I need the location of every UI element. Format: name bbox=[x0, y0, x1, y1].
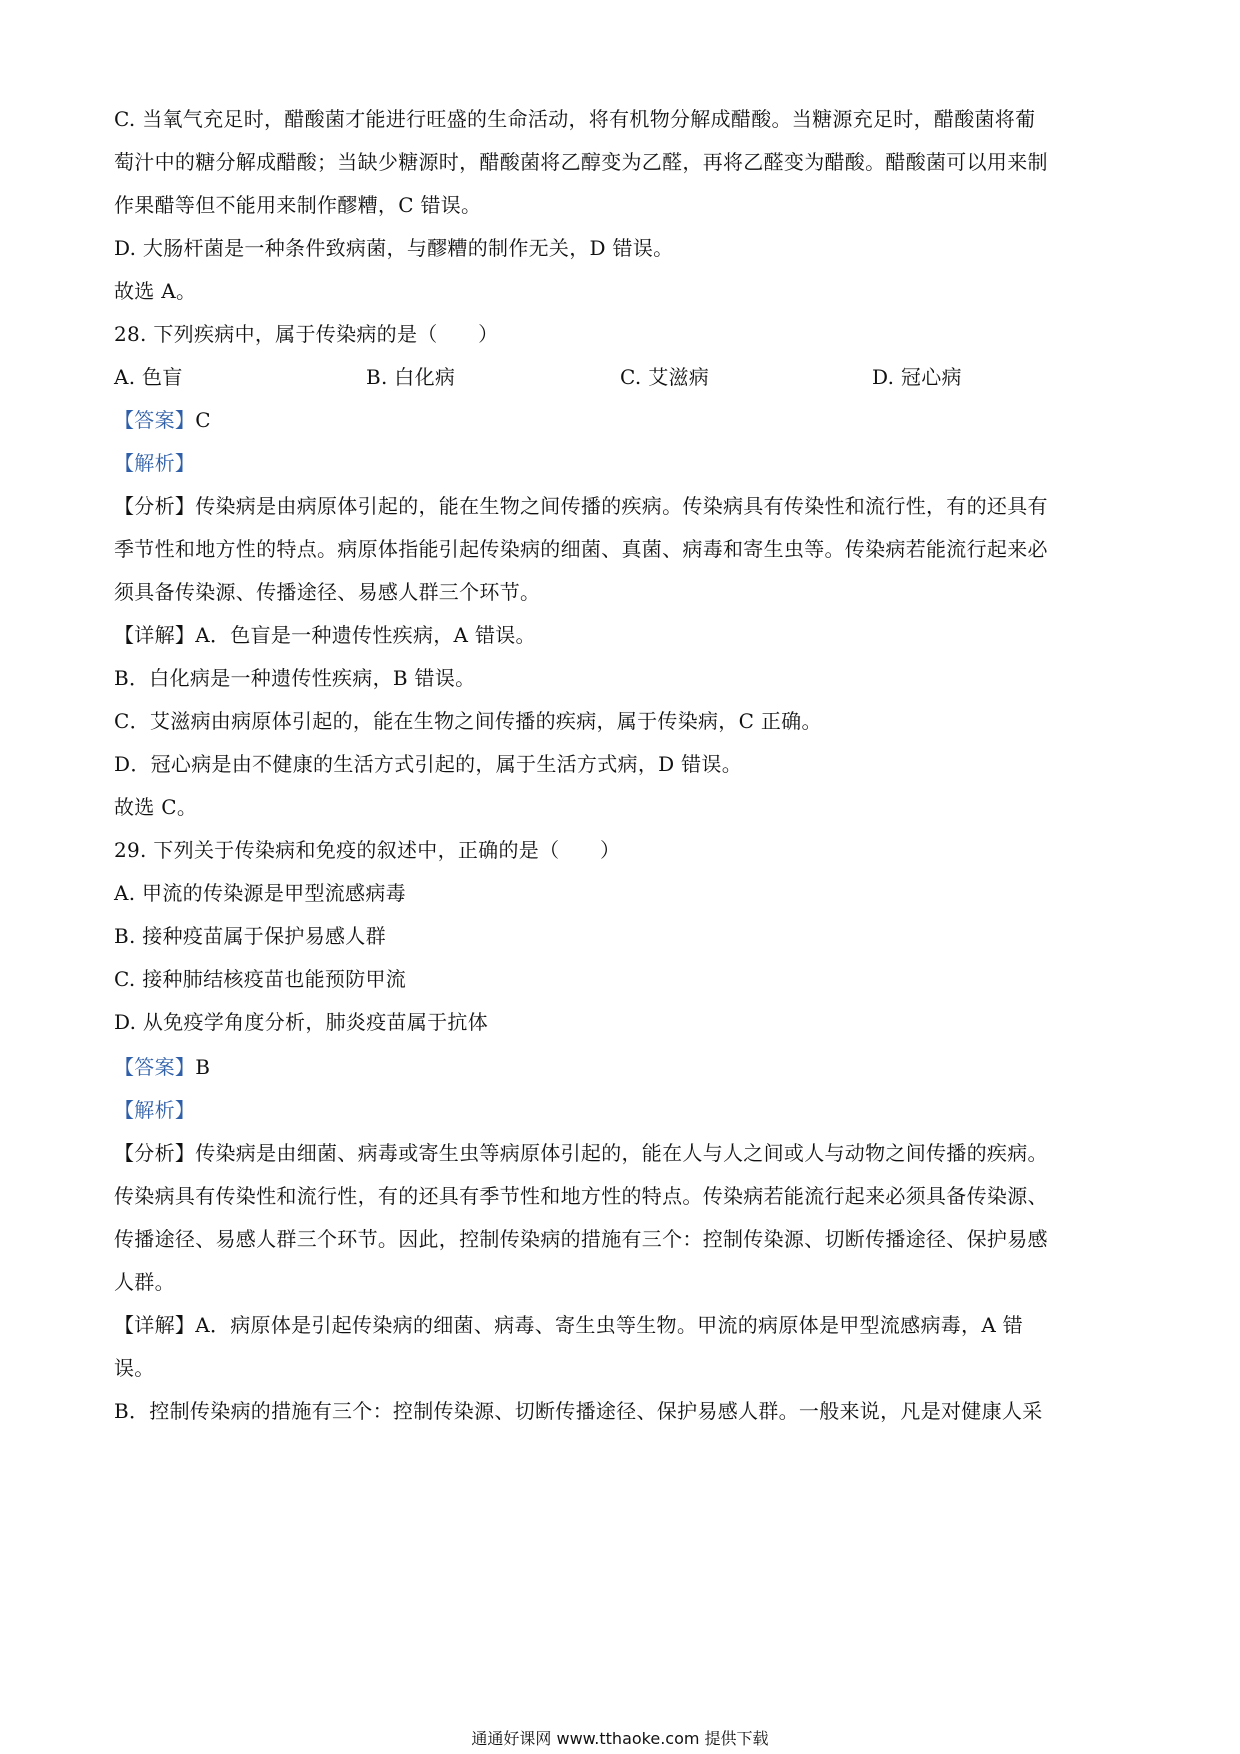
q29-option-d: D. 从免疫学角度分析，肺炎疫苗属于抗体 bbox=[114, 1010, 489, 1034]
q28-question: 28. 下列疾病中，属于传染病的是（ ） bbox=[114, 322, 499, 346]
answer-value: B bbox=[195, 1055, 211, 1079]
q29-option-b: B. 接种疫苗属于保护易感人群 bbox=[114, 924, 386, 948]
q28-fenxi-line3: 须具备传染源、传播途径、易感人群三个环节。 bbox=[114, 580, 541, 604]
q27-option-c-explanation-line3: 作果醋等但不能用来制作醪糟，C 错误。 bbox=[114, 193, 482, 217]
q29-fenxi-line1 bbox=[114, 1138, 1124, 1168]
fenxi-tag: 【分析】 bbox=[114, 1141, 196, 1165]
answer-tag: 【答案】 bbox=[114, 1055, 196, 1079]
q28-detail-b: B．白化病是一种遗传性疾病，B 错误。 bbox=[114, 666, 476, 690]
answer-value: C bbox=[195, 408, 211, 432]
q27-option-c-explanation-line2: 萄汁中的糖分解成醋酸；当缺少糖源时，醋酸菌将乙醇变为乙醛，再将乙醛变为醋酸。醋酸菌可以用来制 bbox=[114, 150, 1048, 174]
q28-analysis-heading bbox=[114, 448, 1124, 478]
q28-option-a: A. 色盲 bbox=[114, 365, 183, 389]
analysis-tag: 【解析】 bbox=[114, 451, 196, 475]
q29-question: 29. 下列关于传染病和免疫的叙述中，正确的是（ ） bbox=[114, 838, 621, 862]
q29-answer bbox=[114, 1052, 1124, 1082]
xiangjie-tag: 【详解】 bbox=[114, 1313, 196, 1337]
q29-detail-b: B．控制传染病的措施有三个：控制传染源、切断传播途径、保护易感人群。一般来说，凡是对健康人采 bbox=[114, 1399, 1043, 1423]
fenxi-tag: 【分析】 bbox=[114, 494, 196, 518]
q28-option-c: C. 艾滋病 bbox=[620, 365, 710, 389]
detail-text: A．色盲是一种遗传性疾病，A 错误。 bbox=[195, 623, 536, 647]
q29-detail-a-line1 bbox=[114, 1310, 1124, 1340]
q28-option-d: D. 冠心病 bbox=[872, 365, 962, 389]
q28-conclusion: 故选 C。 bbox=[114, 795, 198, 819]
footer-download-notice: 通通好课网 www.tthaoke.com 提供下载 bbox=[471, 1729, 769, 1748]
q29-option-a: A. 甲流的传染源是甲型流感病毒 bbox=[114, 881, 406, 905]
q27-option-d-explanation: D. 大肠杆菌是一种条件致病菌，与醪糟的制作无关，D 错误。 bbox=[114, 236, 674, 260]
q29-analysis-heading bbox=[114, 1095, 1124, 1125]
q28-fenxi-line1 bbox=[114, 491, 1124, 521]
q28-detail-c: C．艾滋病由病原体引起的，能在生物之间传播的疾病，属于传染病，C 正确。 bbox=[114, 709, 822, 733]
fenxi-text: 传染病是由细菌、病毒或寄生虫等病原体引起的，能在人与人之间或人与动物之间传播的疾病。 bbox=[195, 1141, 1048, 1165]
q28-answer bbox=[114, 405, 1124, 435]
q27-conclusion: 故选 A。 bbox=[114, 279, 197, 303]
detail-text: A．病原体是引起传染病的细菌、病毒、寄生虫等生物。甲流的病原体是甲型流感病毒，A 错 bbox=[195, 1313, 1024, 1337]
q29-detail-a-line2: 误。 bbox=[114, 1356, 155, 1380]
q28-fenxi-line2: 季节性和地方性的特点。病原体指能引起传染病的细菌、真菌、病毒和寄生虫等。传染病若能流行起来必 bbox=[114, 537, 1048, 561]
q28-detail-a bbox=[114, 620, 1124, 650]
q29-fenxi-line2: 传染病具有传染性和流行性，有的还具有季节性和地方性的特点。传染病若能流行起来必须具备传染源、 bbox=[114, 1184, 1048, 1208]
xiangjie-tag: 【详解】 bbox=[114, 623, 196, 647]
q29-fenxi-line4: 人群。 bbox=[114, 1270, 175, 1294]
answer-tag: 【答案】 bbox=[114, 408, 196, 432]
q28-detail-d: D．冠心病是由不健康的生活方式引起的，属于生活方式病，D 错误。 bbox=[114, 752, 743, 776]
q28-option-b: B. 白化病 bbox=[366, 365, 456, 389]
q29-fenxi-line3: 传播途径、易感人群三个环节。因此，控制传染病的措施有三个：控制传染源、切断传播途径、保护易感 bbox=[114, 1227, 1048, 1251]
q27-option-c-explanation-line1: C. 当氧气充足时，醋酸菌才能进行旺盛的生命活动，将有机物分解成醋酸。当糖源充足时，醋酸菌将葡 bbox=[114, 107, 1036, 131]
q29-option-c: C. 接种肺结核疫苗也能预防甲流 bbox=[114, 967, 407, 991]
fenxi-text: 传染病是由病原体引起的，能在生物之间传播的疾病。传染病具有传染性和流行性，有的还具有 bbox=[195, 494, 1048, 518]
analysis-tag: 【解析】 bbox=[114, 1098, 196, 1122]
